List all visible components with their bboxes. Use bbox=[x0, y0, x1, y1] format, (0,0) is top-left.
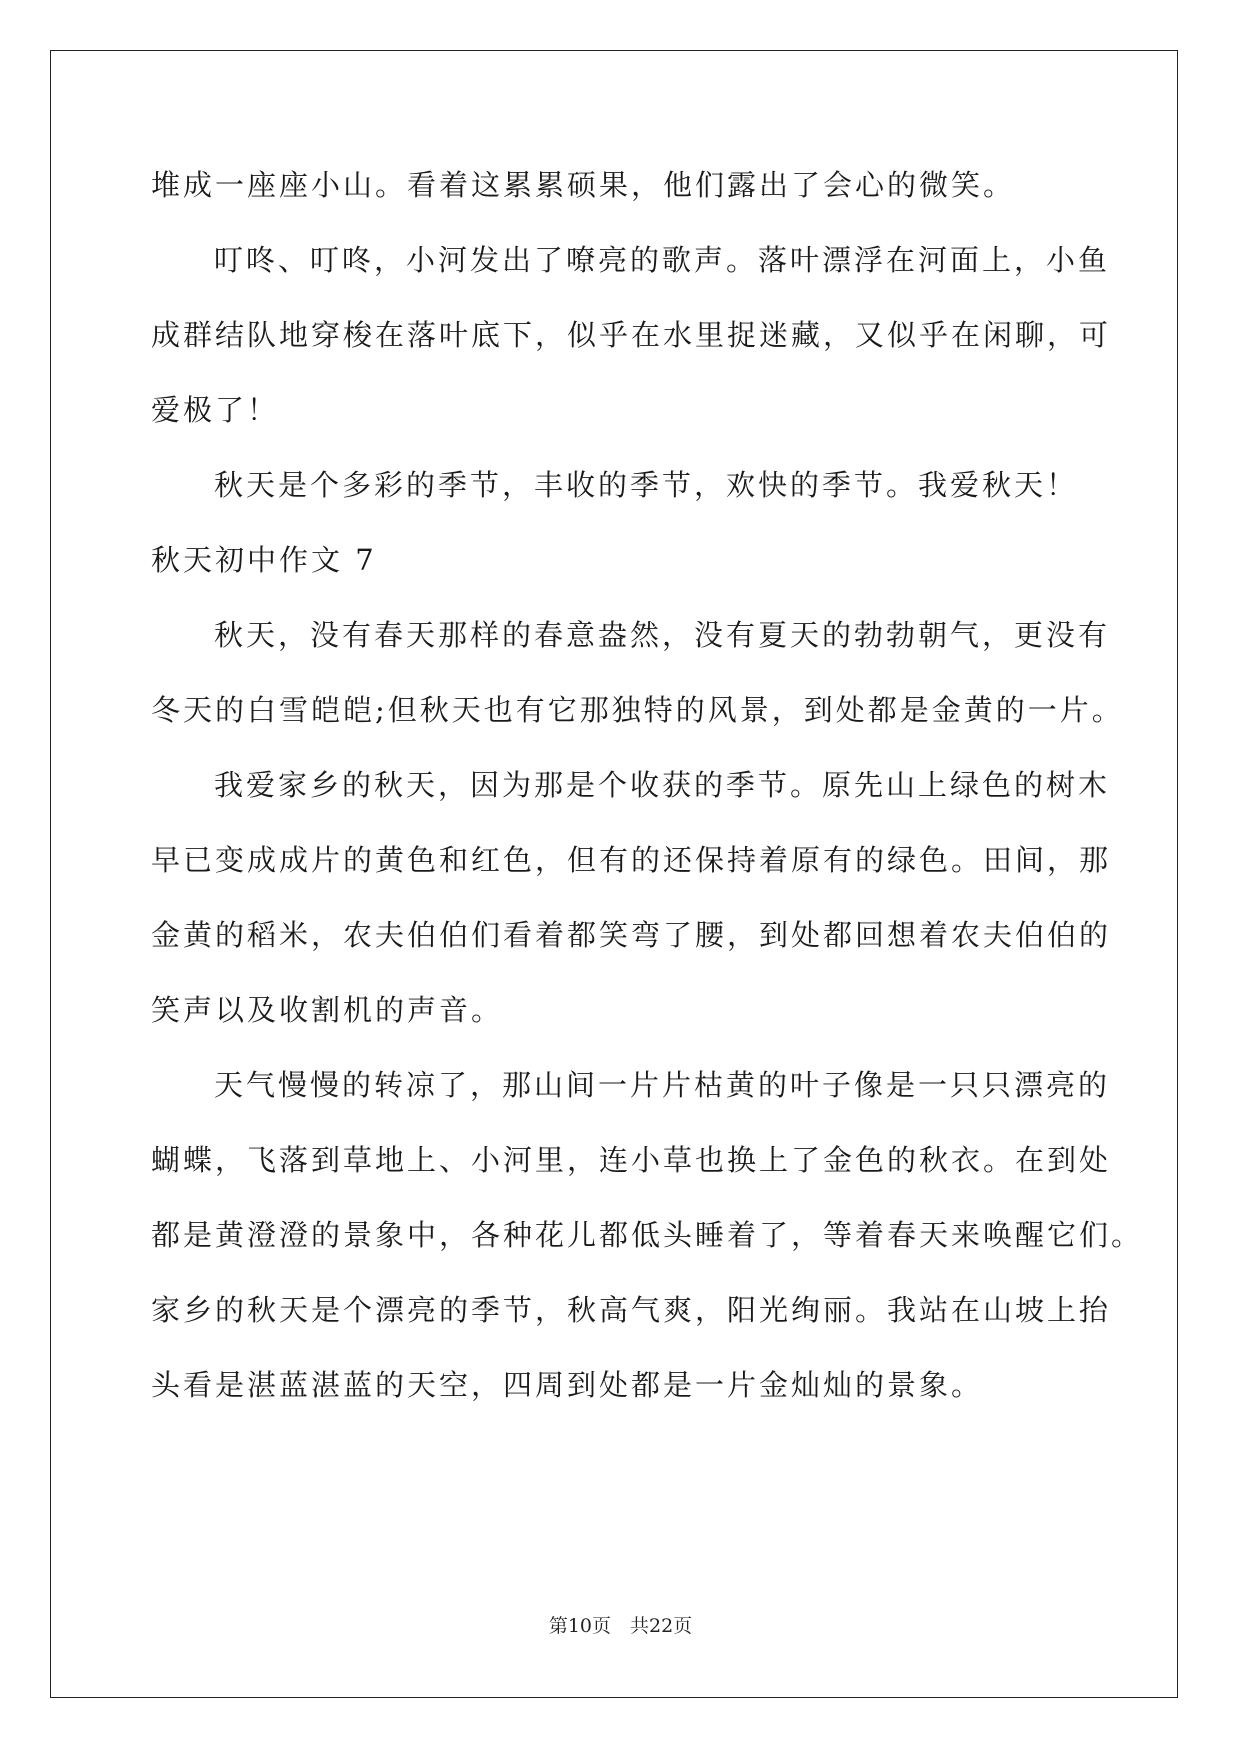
text-line: 家乡的秋天是个漂亮的季节，秋高气爽，阳光绚丽。我站在山坡上抬 bbox=[151, 1293, 1112, 1327]
page-footer bbox=[0, 1614, 1241, 1638]
page-number: 第10页 共22页 bbox=[548, 1615, 693, 1637]
text-line: 秋天是个多彩的季节，丰收的季节，欢快的季节。我爱秋天！ bbox=[214, 468, 1079, 502]
text-line: 天气慢慢的转凉了，那山间一片片枯黄的叶子像是一只只漂亮的 bbox=[214, 1068, 1111, 1102]
text-line: 金黄的稻米，农夫伯伯们看着都笑弯了腰，到处都回想着农夫伯伯的 bbox=[151, 918, 1112, 952]
text-line: 蝴蝶，飞落到草地上、小河里，连小草也换上了金色的秋衣。在到处 bbox=[151, 1143, 1112, 1177]
section-heading: 秋天初中作文 7 bbox=[151, 543, 377, 577]
text-line: 爱极了！ bbox=[151, 393, 280, 427]
text-line: 早已变成成片的黄色和红色，但有的还保持着原有的绿色。田间，那 bbox=[151, 843, 1112, 877]
text-line: 都是黄澄澄的景象中，各种花儿都低头睡着了，等着春天来唤醒它们。 bbox=[151, 1218, 1144, 1252]
text-line: 我爱家乡的秋天，因为那是个收获的季节。原先山上绿色的树木 bbox=[214, 768, 1111, 802]
text-line: 叮咚、叮咚，小河发出了嘹亮的歌声。落叶漂浮在河面上，小鱼 bbox=[214, 243, 1111, 277]
text-line: 成群结队地穿梭在落叶底下，似乎在水里捉迷藏，又似乎在闲聊，可 bbox=[151, 318, 1112, 352]
text-line: 冬天的白雪皑皑;但秋天也有它那独特的风景，到处都是金黄的一片。 bbox=[151, 693, 1124, 727]
text-line: 堆成一座座小山。看着这累累硕果，他们露出了会心的微笑。 bbox=[151, 168, 1016, 202]
text-line: 头看是湛蓝湛蓝的天空，四周到处都是一片金灿灿的景象。 bbox=[151, 1368, 984, 1402]
text-line: 笑声以及收割机的声音。 bbox=[151, 993, 504, 1027]
text-line: 秋天，没有春天那样的春意盎然，没有夏天的勃勃朝气，更没有 bbox=[214, 618, 1111, 652]
